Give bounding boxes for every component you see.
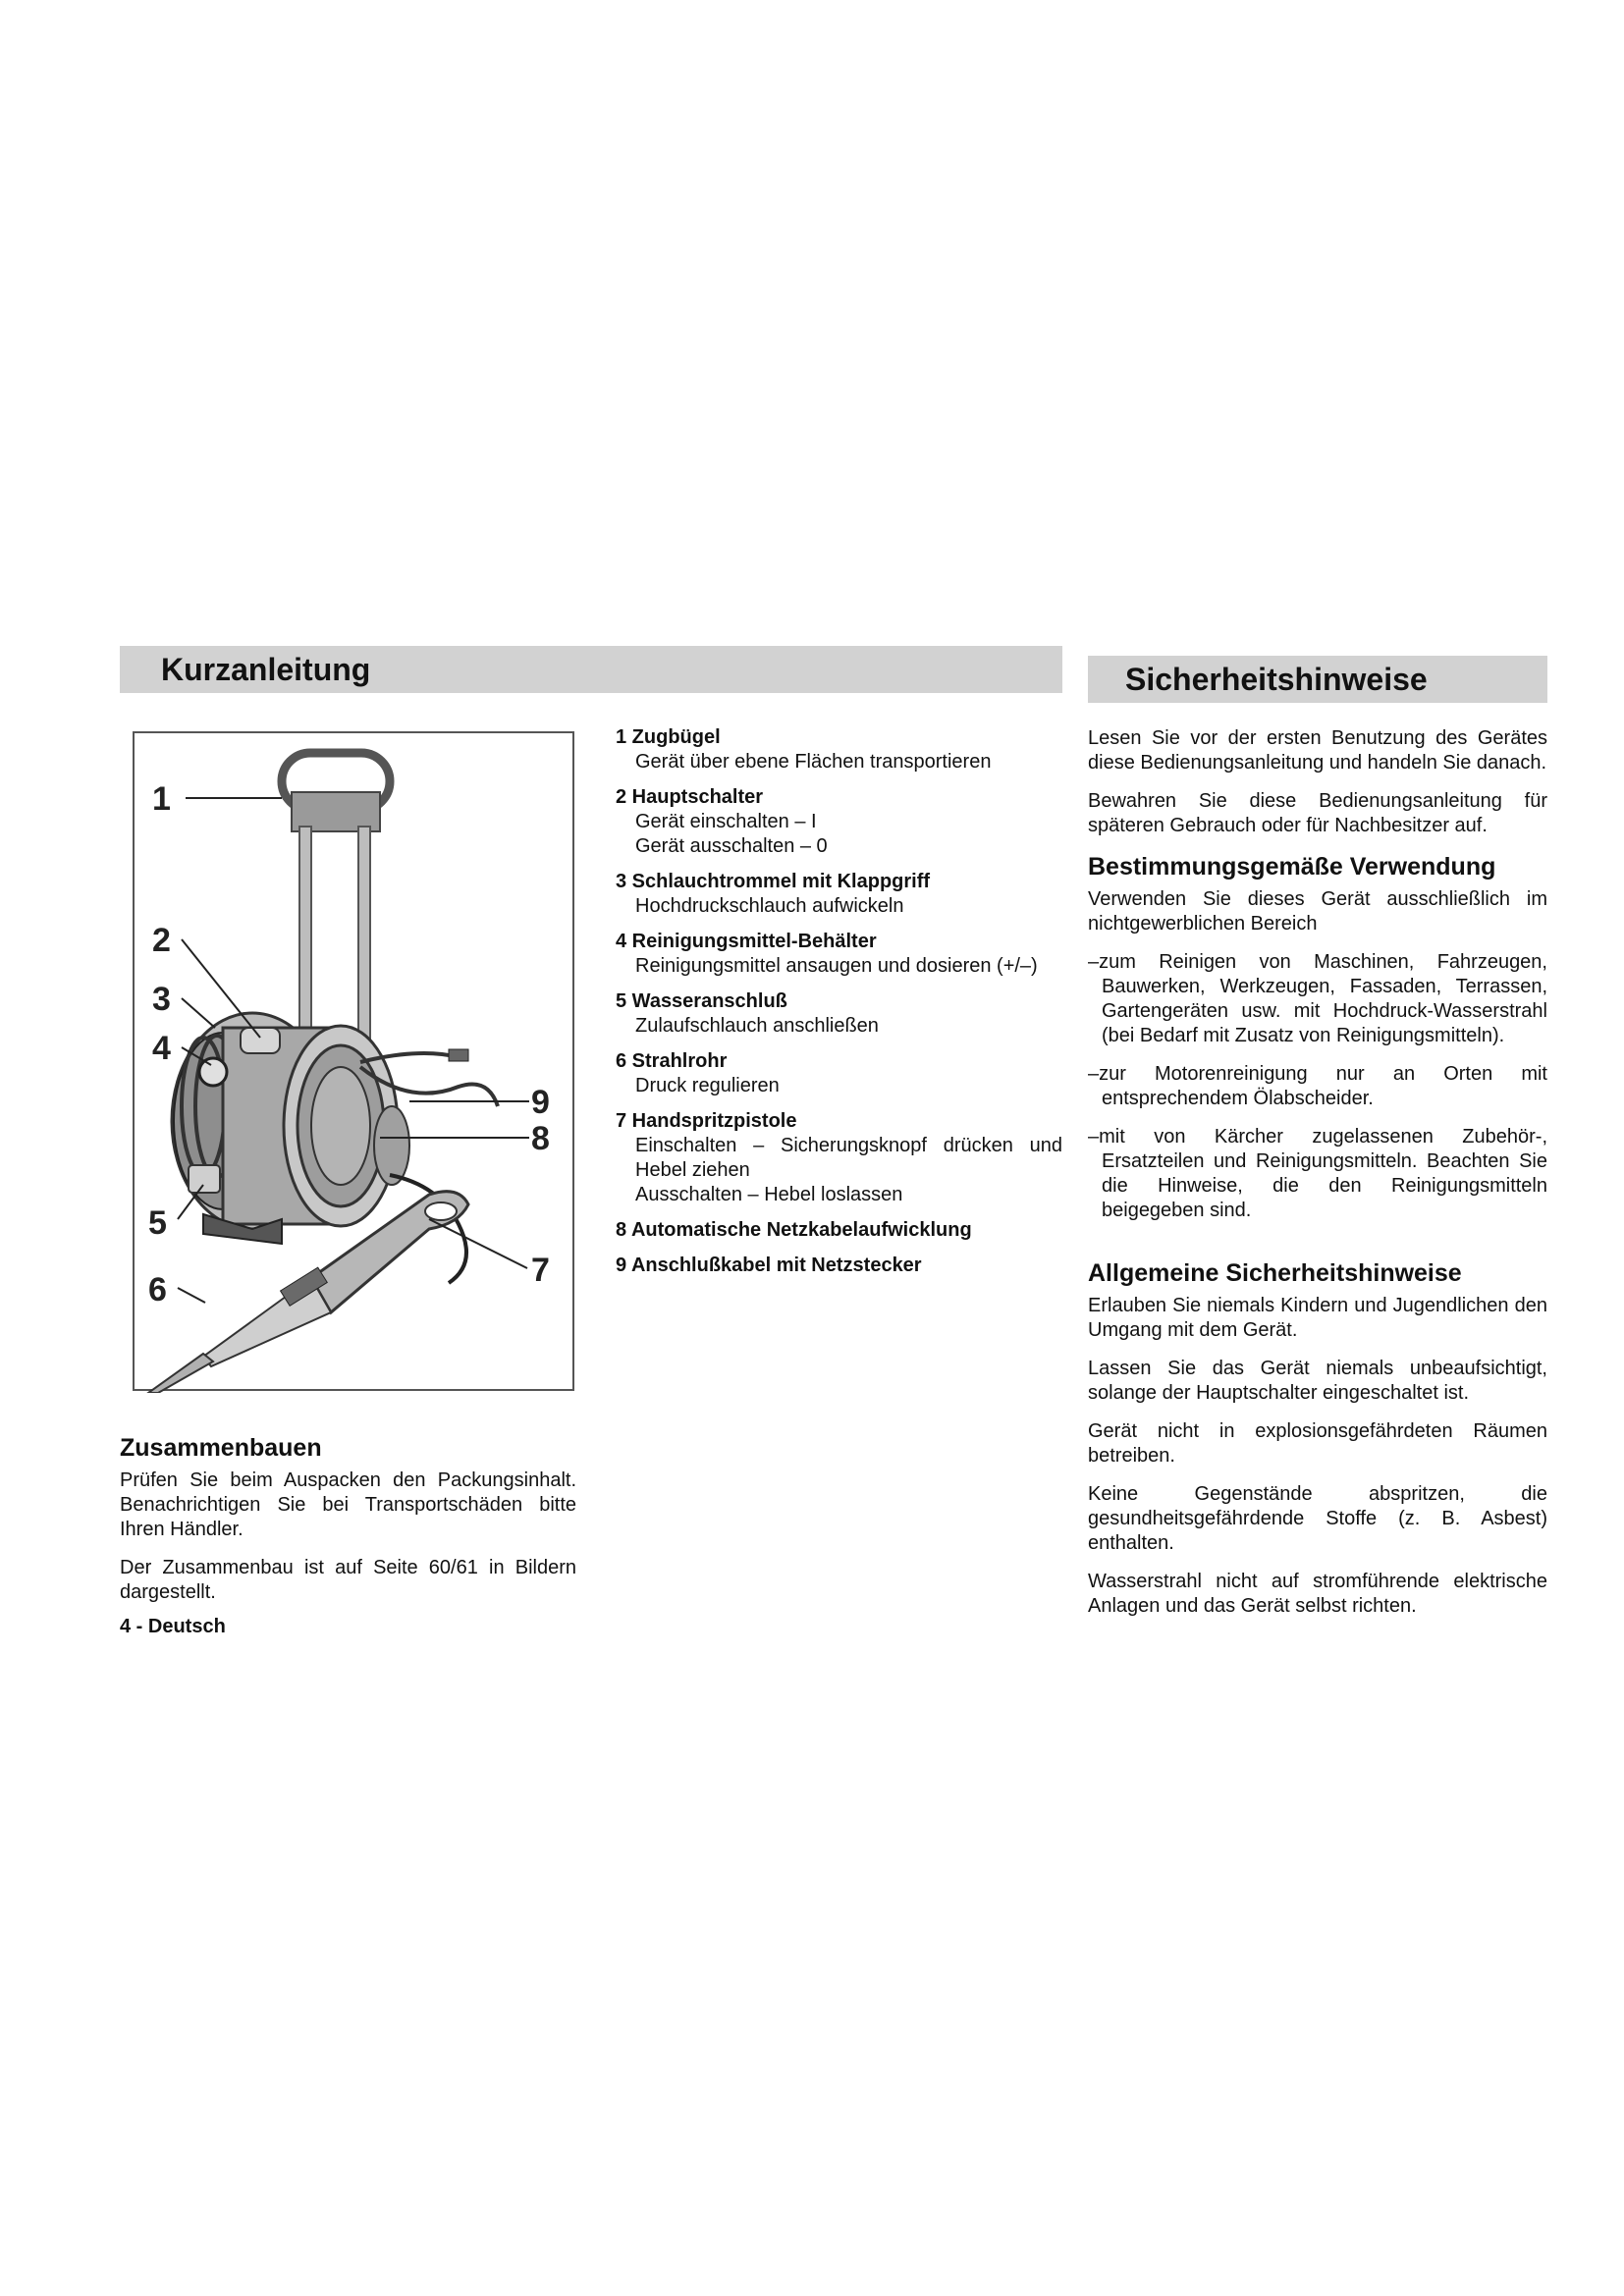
legend-desc: Reinigungsmittel ansaugen und dosieren (+/–): [635, 955, 1038, 977]
callout-1: 1: [152, 780, 171, 818]
safety-section: [1088, 726, 1547, 1632]
legend-item: [616, 1218, 1062, 1243]
legend-desc: Druck regulieren: [635, 1075, 780, 1096]
legend-desc: Einschalten – Sicherungsknopf drücken und Hebel ziehen: [635, 1135, 1062, 1181]
legend-item: [616, 725, 1062, 774]
callout-4: 4: [152, 1030, 171, 1067]
legend-title: 6 Strahlrohr: [616, 1050, 728, 1072]
assembly-paragraph: Prüfen Sie beim Auspacken den Packungsinhalt. Benachrichtigen Sie bei Transportschäden bitte Ihren Händler.: [120, 1469, 576, 1540]
callout-5: 5: [148, 1204, 167, 1242]
callout-6: 6: [148, 1271, 167, 1308]
pressure-washer-drawing: [135, 733, 576, 1393]
safety-intro: Lesen Sie vor der ersten Benutzung des Gerätes diese Bedienungsanleitung und handeln Sie danach.: [1088, 727, 1547, 774]
callout-9: 9: [531, 1084, 550, 1121]
legend-desc: Hochdruckschlauch aufwickeln: [635, 895, 904, 917]
parts-legend: [616, 725, 1062, 1289]
general-paragraph: Gerät nicht in explosionsgefährdeten Räumen betreiben.: [1088, 1420, 1547, 1467]
section-title: Kurzanleitung: [161, 652, 371, 687]
general-heading: Allgemeine Sicherheitshinweise: [1088, 1259, 1462, 1287]
callout-3: 3: [152, 981, 171, 1018]
legend-title: 4 Reinigungsmittel-Behälter: [616, 931, 877, 952]
legend-title: 5 Wasseranschluß: [616, 990, 787, 1012]
legend-desc: Gerät einschalten – I: [635, 811, 817, 832]
safety-intro: Bewahren Sie diese Bedienungsanleitung für späteren Gebrauch oder für Nachbesitzer auf.: [1088, 790, 1547, 836]
general-paragraph: Wasserstrahl nicht auf stromführende elektrische Anlagen und das Gerät selbst richten.: [1088, 1571, 1547, 1617]
legend-title: 9 Anschlußkabel mit Netzstecker: [616, 1255, 922, 1276]
general-paragraph: Lassen Sie das Gerät niemals unbeaufsichtigt, solange der Hauptschalter eingeschaltet ist.: [1088, 1358, 1547, 1404]
legend-title: 1 Zugbügel: [616, 726, 721, 748]
section-header-sicherheitshinweise: [1088, 656, 1547, 703]
callout-8: 8: [531, 1120, 550, 1157]
legend-item: [616, 1109, 1062, 1207]
legend-desc: Ausschalten – Hebel loslassen: [635, 1184, 903, 1205]
legend-item: [616, 785, 1062, 859]
callout-7: 7: [531, 1252, 550, 1289]
legend-item: [616, 1254, 1062, 1278]
usage-intro: Verwenden Sie dieses Gerät ausschließlich im nichtgewerblichen Bereich: [1088, 888, 1547, 934]
legend-item: [616, 989, 1062, 1039]
legend-desc: Zulaufschlauch anschließen: [635, 1015, 879, 1037]
usage-heading: Bestimmungsgemäße Verwendung: [1088, 853, 1496, 881]
section-header-kurzanleitung: [120, 646, 1062, 693]
general-paragraph: Erlauben Sie niemals Kindern und Jugendlichen den Umgang mit dem Gerät.: [1088, 1295, 1547, 1341]
assembly-section: [120, 1433, 576, 1619]
callout-2: 2: [152, 922, 171, 959]
legend-item: [616, 930, 1062, 979]
usage-item: –mit von Kärcher zugelassenen Zubehör-, Ersatzteilen und Reinigungsmitteln. Beachten Sie die Hinweise, die den Reinigungsmitteln beigegeben sind.: [1088, 1126, 1547, 1221]
assembly-heading: Zusammenbauen: [120, 1434, 322, 1462]
general-paragraph: Keine Gegenstände abspritzen, die gesundheitsgefährdende Stoffe (z. B. Asbest) enthalten.: [1088, 1483, 1547, 1554]
legend-title: 8 Automatische Netzkabelaufwicklung: [616, 1219, 972, 1241]
legend-title: 3 Schlauchtrommel mit Klappgriff: [616, 871, 931, 892]
usage-item: –zur Motorenreinigung nur an Orten mit entsprechendem Ölabscheider.: [1088, 1063, 1547, 1109]
page-footer: 4 - Deutsch: [120, 1616, 226, 1637]
legend-title: 2 Hauptschalter: [616, 786, 764, 808]
legend-item: [616, 870, 1062, 919]
legend-desc: Gerät über ebene Flächen transportieren: [635, 751, 992, 773]
legend-title: 7 Handspritzpistole: [616, 1110, 797, 1132]
usage-item: –zum Reinigen von Maschinen, Fahrzeugen, Bauwerken, Werkzeugen, Fassaden, Terrassen, Gartengeräten usw. mit Hochdruck-Wasserstrahl (bei Bedarf mit Zusatz von Reinigungsmitteln).: [1088, 951, 1547, 1046]
legend-item: [616, 1049, 1062, 1098]
assembly-paragraph: Der Zusammenbau ist auf Seite 60/61 in Bildern dargestellt.: [120, 1557, 576, 1603]
legend-desc: Gerät ausschalten – 0: [635, 835, 828, 857]
device-illustration: [133, 731, 574, 1391]
section-title: Sicherheitshinweise: [1125, 662, 1428, 697]
